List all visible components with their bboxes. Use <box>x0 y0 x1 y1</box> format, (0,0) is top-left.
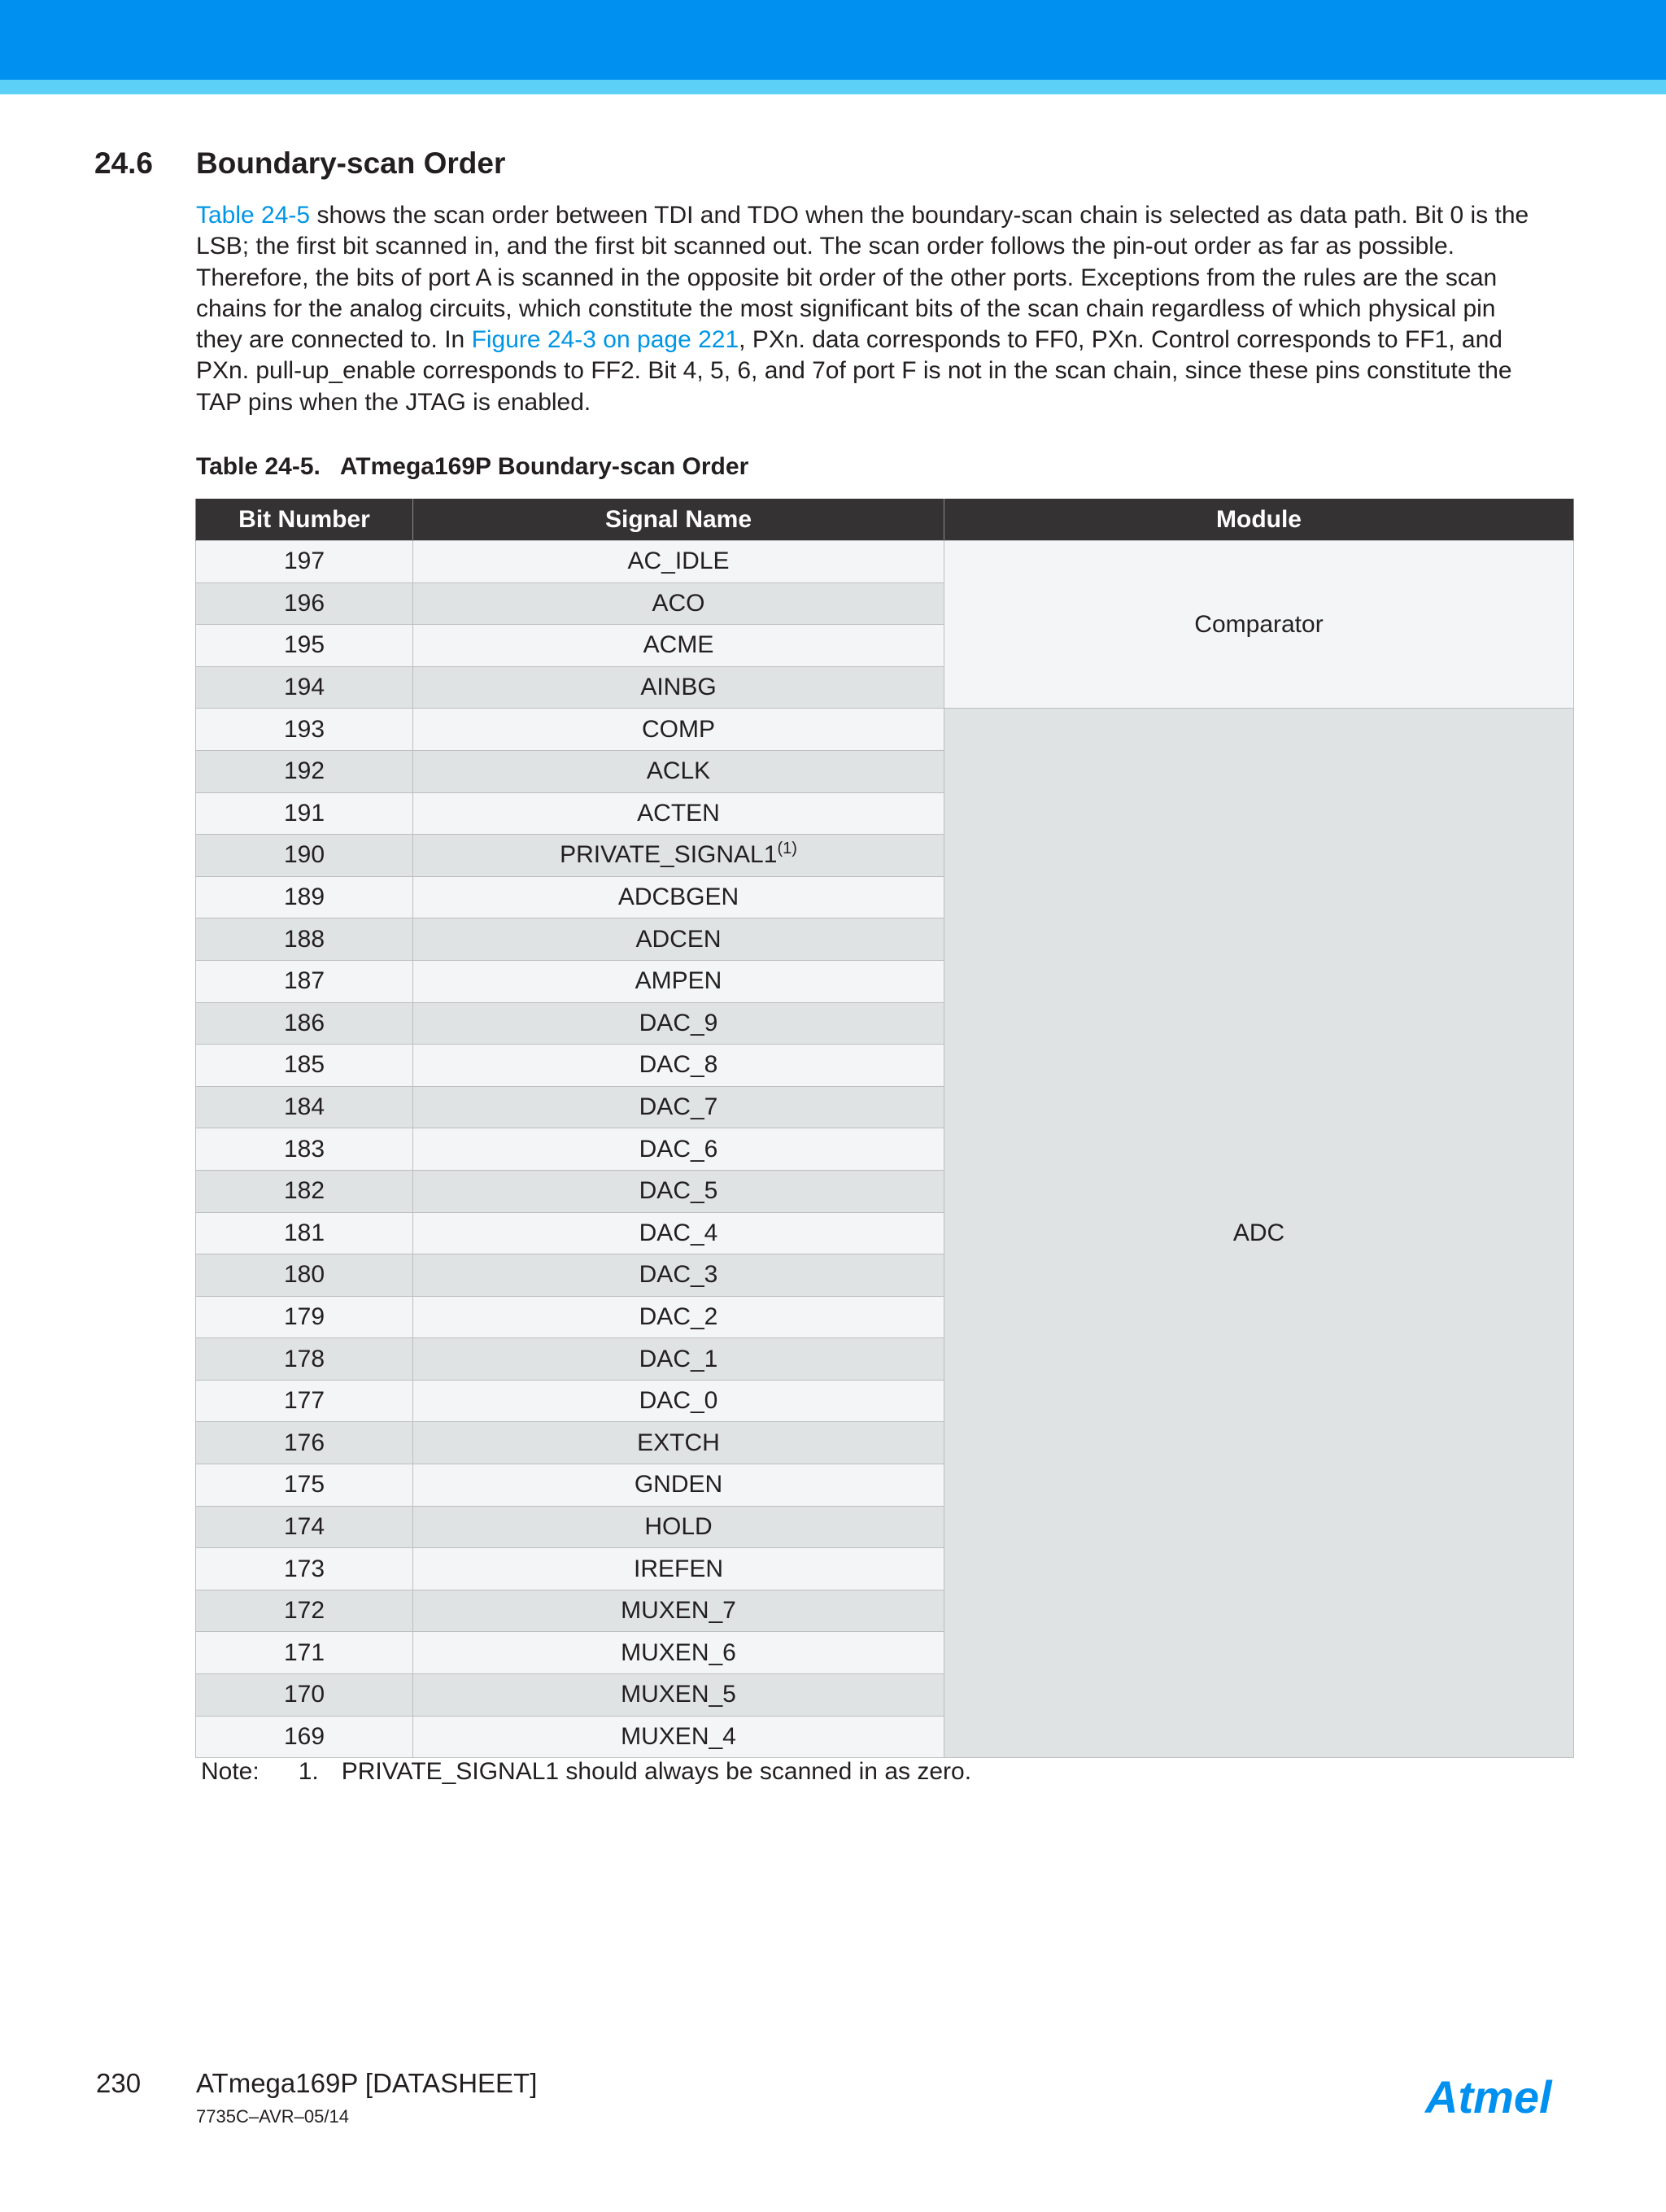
bit-number-cell: 196 <box>196 582 413 625</box>
bit-number-cell: 174 <box>196 1506 413 1548</box>
note-number: 1. <box>298 1758 319 1785</box>
bit-number-cell: 176 <box>196 1422 413 1464</box>
module-adc-cell: ADC <box>944 709 1574 1758</box>
signal-name-cell: AINBG <box>413 666 944 709</box>
bit-number-cell: 186 <box>196 1002 413 1045</box>
bit-number-cell: 183 <box>196 1128 413 1171</box>
bit-number-cell: 178 <box>196 1338 413 1381</box>
bit-number-cell: 170 <box>196 1674 413 1717</box>
bit-number-cell: 194 <box>196 666 413 709</box>
signal-name-cell: DAC_6 <box>413 1128 944 1171</box>
header-signal-name: Signal Name <box>413 499 944 541</box>
table-row <box>196 709 1574 751</box>
signal-name-cell: DAC_4 <box>413 1212 944 1254</box>
signal-name-cell: GNDEN <box>413 1464 944 1507</box>
paragraph-line: LSB; the first bit scanned in, and the first bit scanned out. The scan order follows the pin-out order as far as possible. <box>196 233 1454 260</box>
bit-number-cell: 189 <box>196 876 413 918</box>
atmel-logo-text: Atmel <box>1425 2071 1552 2121</box>
table-caption-label: Table 24-5. <box>196 453 321 480</box>
signal-name-cell <box>413 835 944 877</box>
signal-name-cell: DAC_0 <box>413 1380 944 1422</box>
signal-name-cell: DAC_8 <box>413 1045 944 1087</box>
bit-number-cell: 177 <box>196 1380 413 1422</box>
table-note <box>201 1758 971 1786</box>
signal-name-cell: DAC_7 <box>413 1086 944 1128</box>
table-row <box>196 541 1574 583</box>
table-24-5-link[interactable]: Table 24-5 <box>196 202 311 229</box>
bit-number-cell: 191 <box>196 792 413 835</box>
paragraph-text: they are connected to. In <box>196 326 472 354</box>
page-number: 230 <box>96 2068 142 2098</box>
bit-number-cell: 197 <box>196 541 413 583</box>
bit-number-cell: 179 <box>196 1296 413 1338</box>
signal-name-cell: ADCBGEN <box>413 876 944 918</box>
signal-name-text: PRIVATE_SIGNAL1 <box>560 841 778 869</box>
document-title: ATmega169P [DATASHEET] <box>196 2068 538 2098</box>
module-comparator-cell: Comparator <box>944 541 1574 709</box>
bit-number-cell: 185 <box>196 1045 413 1087</box>
figure-24-3-link[interactable]: Figure 24-3 on page 221 <box>471 326 739 354</box>
bit-number-cell: 181 <box>196 1212 413 1254</box>
signal-name-cell: ACME <box>413 625 944 667</box>
table-header-row <box>196 499 1574 541</box>
signal-name-cell: ACO <box>413 582 944 625</box>
header-module: Module <box>944 499 1574 541</box>
signal-name-cell: IREFEN <box>413 1548 944 1590</box>
signal-name-cell: DAC_3 <box>413 1254 944 1297</box>
paragraph-text: shows the scan order between TDI and TDO when the boundary-scan chain is selected as data path. Bit 0 is the <box>310 202 1529 229</box>
bit-number-cell: 175 <box>196 1464 413 1507</box>
boundary-scan-table <box>195 499 1574 1758</box>
signal-name-cell: ACTEN <box>413 792 944 835</box>
section-title: Boundary-scan Order <box>196 146 506 180</box>
intro-paragraph <box>196 200 1579 418</box>
paragraph-text: , PXn. data corresponds to FF0, PXn. Control corresponds to FF1, and <box>739 326 1502 354</box>
bit-number-cell: 193 <box>196 709 413 751</box>
bit-number-cell: 195 <box>196 625 413 667</box>
bit-number-cell: 190 <box>196 835 413 877</box>
paragraph-line: PXn. pull-up_enable corresponds to FF2. Bit 4, 5, 6, and 7of port F is not in the scan chain, since these pins constitute the <box>196 357 1512 385</box>
paragraph-line: TAP pins when the JTAG is enabled. <box>196 388 591 416</box>
signal-name-cell: AMPEN <box>413 960 944 1002</box>
bit-number-cell: 187 <box>196 960 413 1002</box>
signal-name-cell: MUXEN_6 <box>413 1632 944 1674</box>
header-bit-number: Bit Number <box>196 499 413 541</box>
table-caption-title: ATmega169P Boundary-scan Order <box>339 453 749 480</box>
bit-number-cell: 188 <box>196 918 413 961</box>
document-code: 7735C–AVR–05/14 <box>196 2106 349 2127</box>
signal-name-cell: EXTCH <box>413 1422 944 1464</box>
signal-name-cell: DAC_1 <box>413 1338 944 1381</box>
table-caption <box>196 453 748 481</box>
paragraph-line <box>196 200 1579 231</box>
bit-number-cell: 173 <box>196 1548 413 1590</box>
paragraph-line: Therefore, the bits of port A is scanned in the opposite bit order of the other ports. Exceptions from the rules are the scan <box>196 264 1498 291</box>
signal-name-cell: DAC_2 <box>413 1296 944 1338</box>
signal-name-cell: DAC_9 <box>413 1002 944 1045</box>
signal-name-cell: MUXEN_4 <box>413 1716 944 1758</box>
bit-number-cell: 169 <box>196 1716 413 1758</box>
bit-number-cell: 182 <box>196 1170 413 1212</box>
paragraph-line: chains for the analog circuits, which constitute the most significant bits of the scan chain regardless of which physical pin <box>196 294 1496 322</box>
header-stripe <box>0 80 1666 94</box>
bit-number-cell: 184 <box>196 1086 413 1128</box>
signal-name-cell: AC_IDLE <box>413 541 944 583</box>
note-label: Note: <box>201 1758 259 1785</box>
signal-name-cell: DAC_5 <box>413 1170 944 1212</box>
bit-number-cell: 192 <box>196 750 413 792</box>
signal-name-cell: ADCEN <box>413 918 944 961</box>
section-number: 24.6 <box>94 146 154 180</box>
signal-name-cell: MUXEN_5 <box>413 1674 944 1717</box>
bit-number-cell: 171 <box>196 1632 413 1674</box>
header-bar <box>0 0 1666 80</box>
footnote-reference: (1) <box>777 840 797 858</box>
signal-name-cell: COMP <box>413 709 944 751</box>
signal-name-cell: ACLK <box>413 750 944 792</box>
signal-name-cell: HOLD <box>413 1506 944 1548</box>
note-text: PRIVATE_SIGNAL1 should always be scanned in as zero. <box>341 1758 972 1785</box>
paragraph-line <box>196 325 1579 356</box>
bit-number-cell: 172 <box>196 1590 413 1632</box>
signal-name-cell: MUXEN_7 <box>413 1590 944 1632</box>
atmel-logo <box>1424 2070 1570 2121</box>
bit-number-cell: 180 <box>196 1254 413 1297</box>
